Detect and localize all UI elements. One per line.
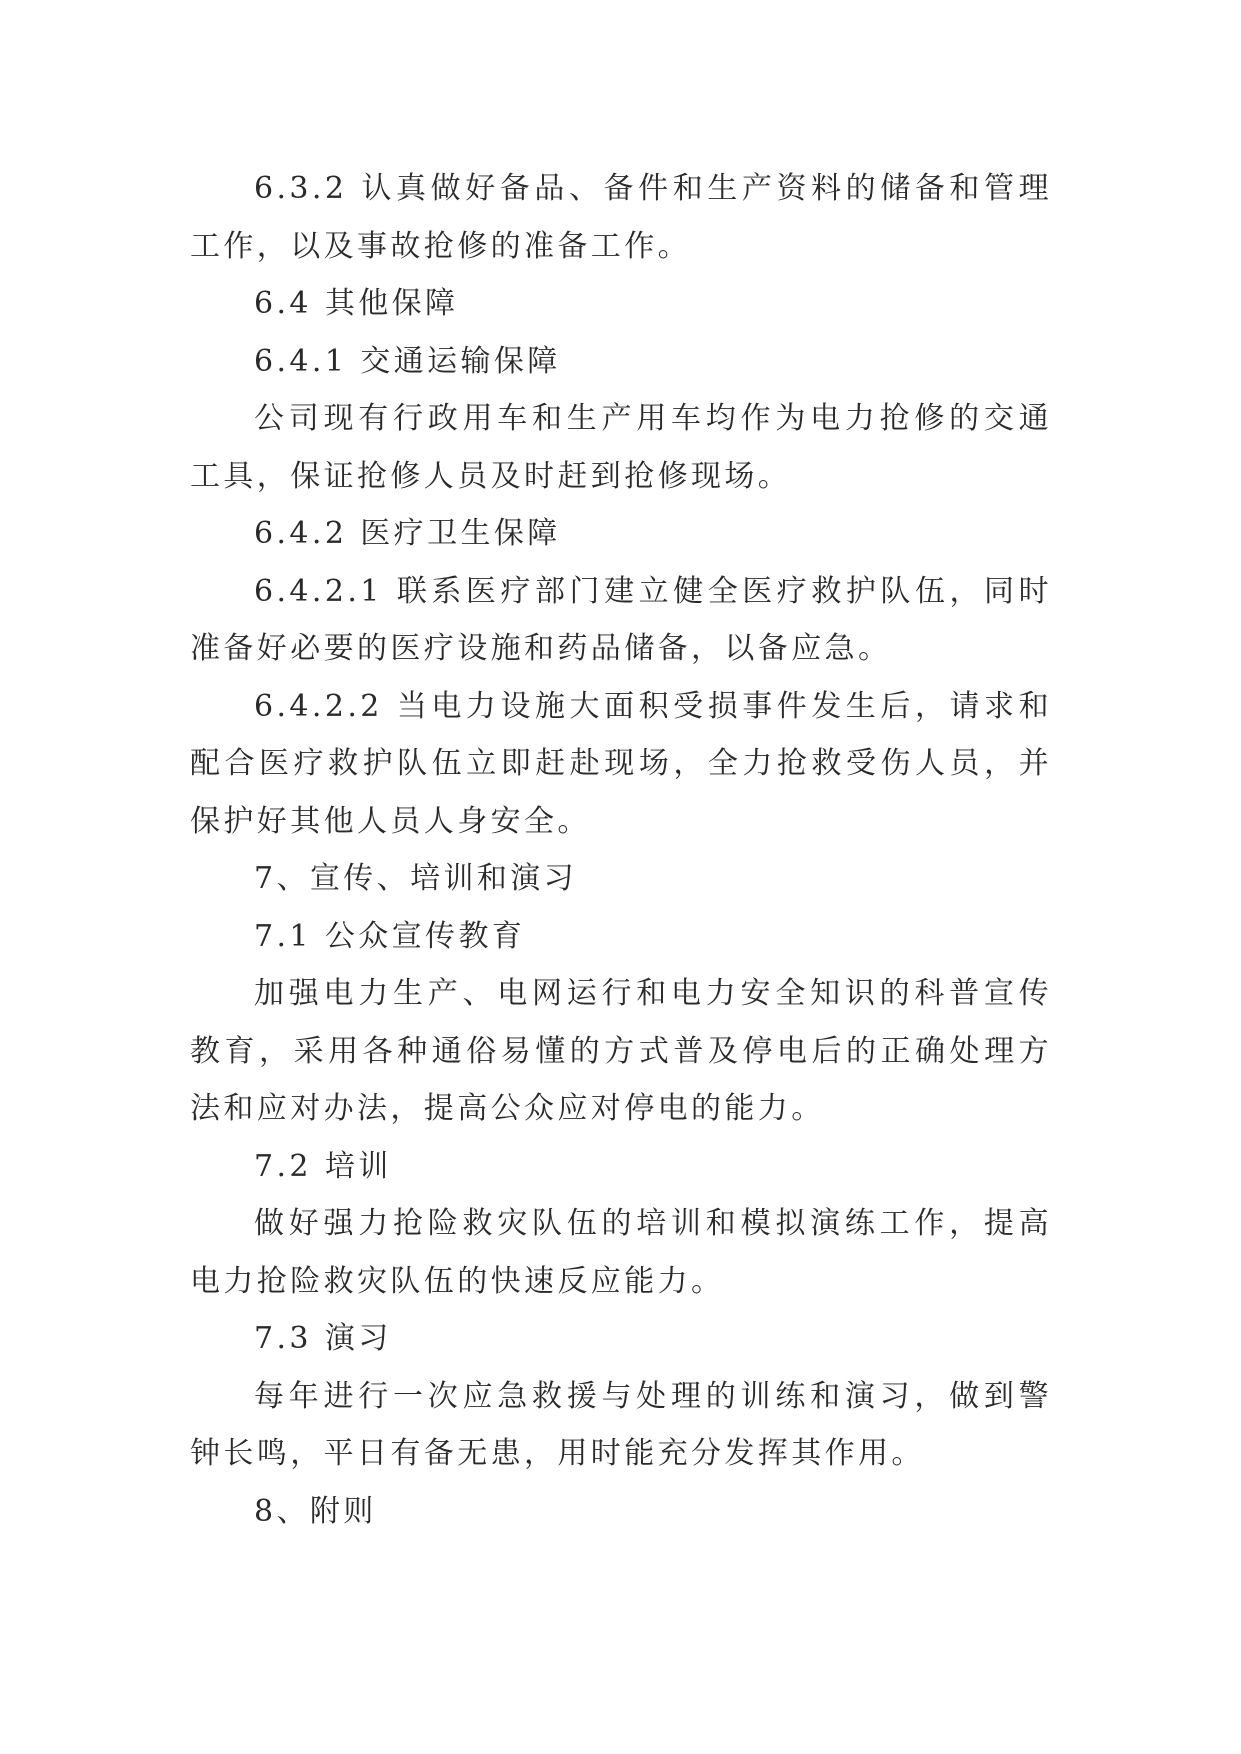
heading-8: 8、附则 bbox=[254, 1493, 377, 1529]
heading-7: 7、宣传、培训和演习 bbox=[254, 861, 578, 896]
paragraph-transport: 公司现有行政用车和生产用车均作为电力抢修的交通工具，保证抢修人员及时赶到抢修现场。 bbox=[190, 401, 1052, 494]
paragraph-6-3-2: 6.3.2 认真做好备品、备件和生产资料的储备和管理工作，以及事故抢修的准备工作。 bbox=[190, 171, 1052, 264]
heading-7-1: 7.1 公众宣传教育 bbox=[254, 918, 526, 954]
heading-6-4: 6.4 其他保障 bbox=[254, 286, 459, 321]
heading-7-2: 7.2 培训 bbox=[254, 1148, 392, 1184]
heading-7-3: 7.3 演习 bbox=[254, 1321, 392, 1356]
paragraph-public-education: 加强电力生产、电网运行和电力安全知识的科普宣传教育，采用各种通俗易懂的方式普及停电后的正确处理方法和应对办法，提高公众应对停电的能力。 bbox=[190, 976, 1052, 1126]
document-body bbox=[190, 160, 1052, 1540]
paragraph-6-4-2-1: 6.4.2.1 联系医疗部门建立健全医疗救护队伍，同时准备好必要的医疗设施和药品储备，以备应急。 bbox=[190, 573, 1052, 666]
heading-6-4-1: 6.4.1 交通运输保障 bbox=[254, 343, 561, 379]
paragraph-6-4-2-2: 6.4.2.2 当电力设施大面积受损事件发生后，请求和配合医疗救护队伍立即赶赴现场，全力抢救受伤人员，并保护好其他人员人身安全。 bbox=[190, 688, 1052, 839]
heading-6-4-2: 6.4.2 医疗卫生保障 bbox=[254, 516, 561, 551]
paragraph-drill: 每年进行一次应急救援与处理的训练和演习，做到警钟长鸣，平日有备无患，用时能充分发挥其作用。 bbox=[190, 1378, 1052, 1471]
paragraph-training: 做好强力抢险救灾队伍的培训和模拟演练工作，提高电力抢险救灾队伍的快速反应能力。 bbox=[190, 1206, 1052, 1299]
